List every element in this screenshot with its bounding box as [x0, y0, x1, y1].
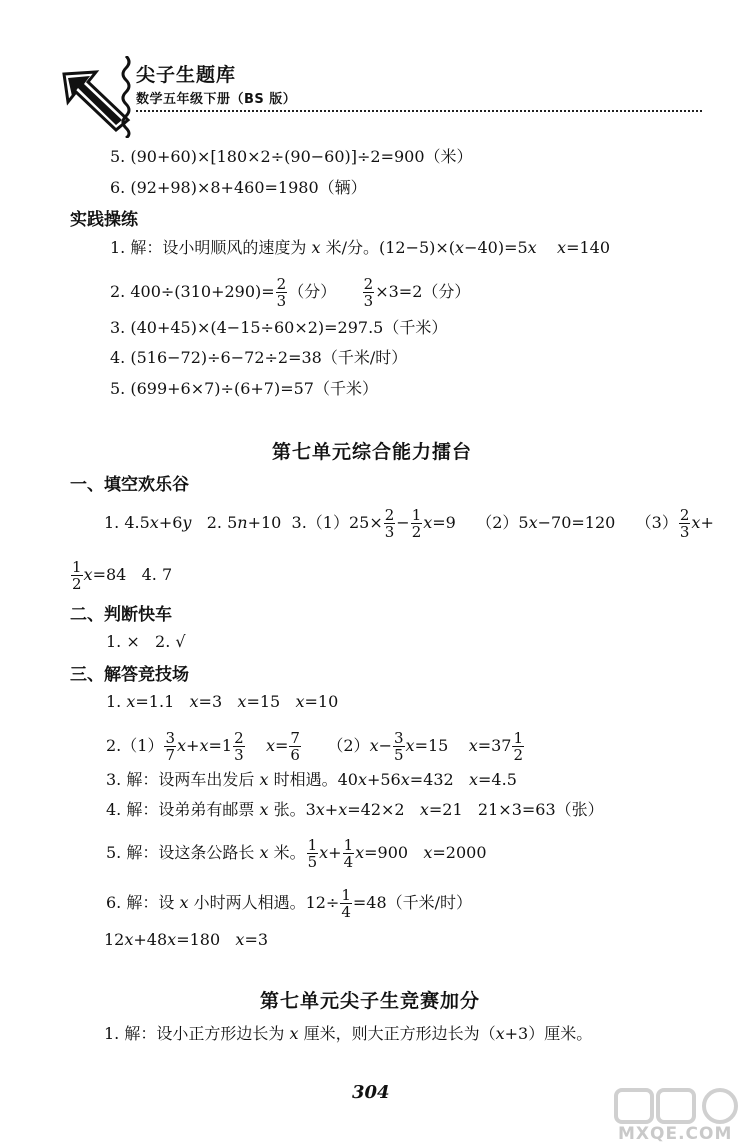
answer-line: 12x+48x=180 x=3	[104, 930, 269, 949]
answer-line: 1. 4.5x+6y 2. 5n+10 3.（1）25× $\frac{2}{3}$ − $\frac{1}{2}$ x=9 （2）5x−70=120 （3） $\frac{2}{3}$ x+	[104, 506, 714, 541]
answer-line: 3. 解：设两车出发后 x 时相遇。40x+56x=432 x=4.5	[106, 770, 517, 789]
fraction: $\frac{1}{4}$	[343, 836, 354, 871]
fraction: $\frac{2}{3}$	[234, 729, 244, 764]
answer-line: 1. x=1.1 x=3 x=15 x=10	[106, 692, 339, 711]
fraction: $\frac{1}{2}$	[411, 506, 422, 541]
page-number: 304	[352, 1082, 390, 1103]
book-title: 尖子生题库	[136, 64, 237, 86]
fraction: $\frac{3}{5}$	[394, 729, 404, 764]
answer-line: 5. (90+60)×[180×2÷(90−60)]÷2=900（米）	[110, 147, 473, 166]
fraction: $\frac{3}{7}$	[165, 729, 175, 764]
section-title: 二、判断快车	[70, 605, 172, 625]
answer-line: $\frac{1}{2}$ x=84 4. 7	[72, 558, 173, 593]
answer-line: 1. × 2. √	[106, 632, 186, 651]
fraction: $\frac{7}{6}$	[290, 729, 300, 764]
watermark-text: MXQE.COM	[618, 1124, 733, 1144]
answer-line: 5. 解：设这条公路长 x 米。 $\frac{1}{5}$ x+ $\frac{1}{4}$ x=900 x=2000	[106, 836, 487, 871]
unit-heading: 第七单元综合能力擂台	[272, 441, 473, 463]
answer-line: 6. 解：设 x 小时两人相遇。12÷ $\frac{1}{4}$ =48（千米/时）	[106, 886, 473, 921]
answer-line: 6. (92+98)×8+460=1980（辆）	[110, 178, 367, 197]
header-divider	[136, 110, 702, 112]
fraction: $\frac{2}{3}$	[276, 275, 287, 310]
answer-line: 2.（1） $\frac{3}{7}$ x+x=1 $\frac{2}{3}$ x= $\frac{7}{6}$ （2）x− $\frac{3}{5}$ x=15 x=37 $\frac{1}{2}$	[106, 729, 524, 764]
fraction: $\frac{1}{2}$	[72, 558, 82, 593]
answer-line: 3. (40+45)×(4−15÷60×2)=297.5（千米）	[110, 318, 448, 337]
fraction: $\frac{2}{3}$	[363, 275, 374, 310]
section-title: 三、解答竞技场	[70, 665, 189, 685]
fraction: $\frac{1}{2}$	[513, 729, 524, 764]
fraction: $\frac{2}{3}$	[384, 506, 395, 541]
answer-line: 1. 解：设小正方形边长为 x 厘米，则大正方形边长为（x+3）厘米。	[104, 1024, 593, 1043]
answer-line: 4. 解：设弟弟有邮票 x 张。3x+x=42×2 x=21 21×3=63（张）	[106, 800, 604, 819]
fraction: $\frac{1}{4}$	[341, 886, 351, 921]
answer-line: 5. (699+6×7)÷(6+7)=57（千米）	[110, 379, 378, 398]
book-subtitle: 数学五年级下册（BS 版）	[136, 92, 297, 107]
wavy-line-icon	[118, 56, 134, 138]
section-title: 一、填空欢乐谷	[70, 475, 189, 495]
answer-line: 4. (516−72)÷6−72÷2=38（千米/时）	[110, 348, 408, 367]
fraction: $\frac{1}{5}$	[307, 836, 318, 871]
answer-line: 1. 解：设小明顺风的速度为 x 米/分。(12−5)×(x−40)=5x x=140	[110, 238, 611, 257]
fraction: $\frac{2}{3}$	[679, 506, 690, 541]
answer-line: 2. 400÷(310+290)= $\frac{2}{3}$ （分） $\frac{2}{3}$ ×3=2（分）	[110, 275, 471, 310]
section-title: 实践操练	[70, 210, 138, 230]
unit-heading: 第七单元尖子生竞赛加分	[260, 990, 481, 1012]
